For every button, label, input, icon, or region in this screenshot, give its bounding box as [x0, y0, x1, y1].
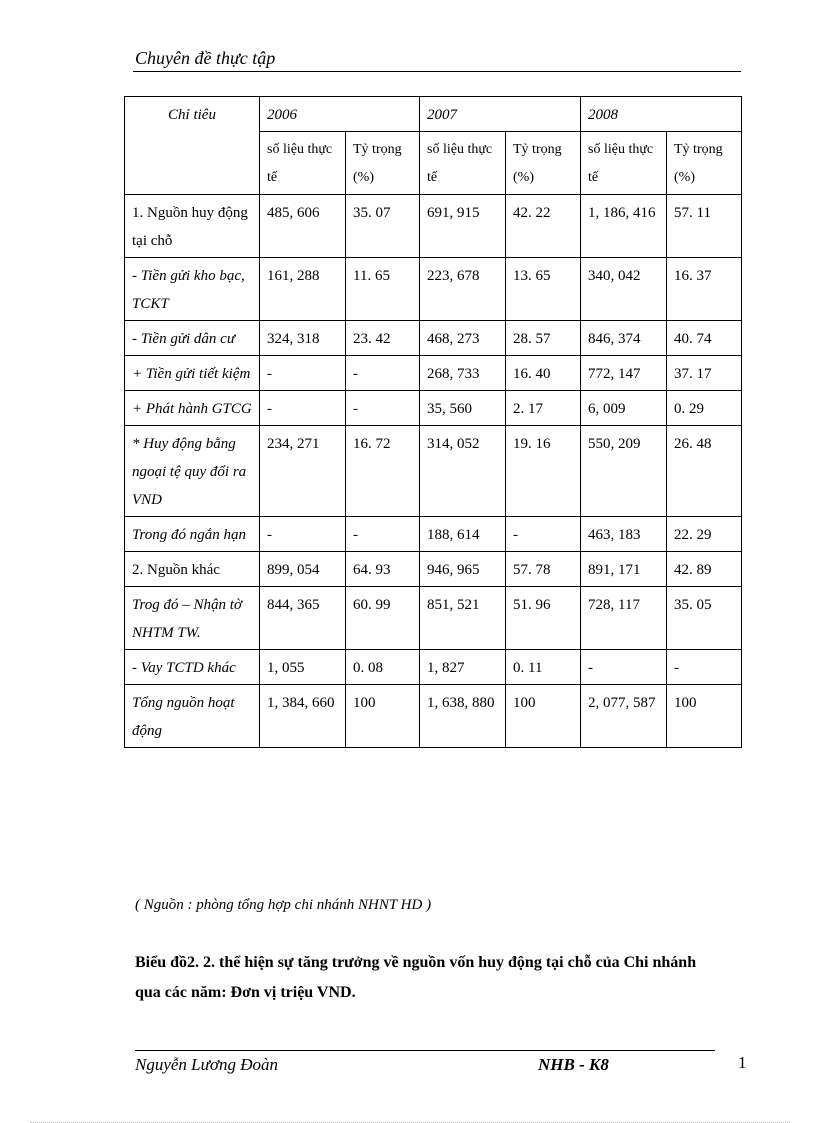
share-value-cell: - [346, 517, 420, 552]
actual-value-cell: - [260, 517, 346, 552]
table-row [125, 321, 742, 356]
actual-value-cell: 1, 827 [420, 650, 506, 685]
row-label: 1. Nguồn huy động tại chỗ [125, 195, 260, 258]
footer-author: Nguyễn Lương Đoàn [135, 1055, 279, 1074]
actual-value-cell: 846, 374 [581, 321, 667, 356]
year-header-2006: 2006 [260, 97, 420, 132]
actual-value-cell: 1, 055 [260, 650, 346, 685]
sub-header-actual-2006: số liệu thực tế [260, 132, 346, 195]
table-row [125, 650, 742, 685]
table-row [125, 685, 742, 748]
actual-value-cell: 691, 915 [420, 195, 506, 258]
row-label: - Tiền gửi dân cư [125, 321, 260, 356]
share-value-cell: 35. 07 [346, 195, 420, 258]
share-value-cell: 42. 22 [506, 195, 581, 258]
share-value-cell: 0. 11 [506, 650, 581, 685]
row-label: Trong đó ngắn hạn [125, 517, 260, 552]
table-row [125, 258, 742, 321]
table-row [125, 587, 742, 650]
table-row [125, 517, 742, 552]
share-value-cell: 11. 65 [346, 258, 420, 321]
actual-value-cell: 1, 638, 880 [420, 685, 506, 748]
footer-divider [135, 1050, 715, 1051]
actual-value-cell: - [260, 356, 346, 391]
actual-value-cell: 234, 271 [260, 426, 346, 517]
actual-value-cell: 223, 678 [420, 258, 506, 321]
actual-value-cell: - [260, 391, 346, 426]
row-label: Trog đó – Nhận tờ NHTM TW. [125, 587, 260, 650]
table-row [125, 552, 742, 587]
share-value-cell: - [346, 391, 420, 426]
sub-header-actual-2007: số liệu thực tế [420, 132, 506, 195]
actual-value-cell: 324, 318 [260, 321, 346, 356]
share-value-cell: 16. 40 [506, 356, 581, 391]
row-label: + Phát hành GTCG [125, 391, 260, 426]
actual-value-cell: 728, 117 [581, 587, 667, 650]
share-value-cell: - [346, 356, 420, 391]
share-value-cell: 64. 93 [346, 552, 420, 587]
row-label: * Huy động bằng ngoại tệ quy đổi ra VND [125, 426, 260, 517]
table-row [125, 356, 742, 391]
header-divider [133, 71, 741, 72]
actual-value-cell: 1, 186, 416 [581, 195, 667, 258]
actual-value-cell: 899, 054 [260, 552, 346, 587]
actual-value-cell: 468, 273 [420, 321, 506, 356]
sub-header-actual-2008: số liệu thực tế [581, 132, 667, 195]
year-header-row [125, 97, 742, 132]
chart-caption: Biểu đồ2. 2. thể hiện sự tăng trưởng về nguồn vốn huy động tại chỗ của Chi nhánh qua các năm: Đơn vị triệu VND. [135, 954, 697, 1001]
share-value-cell: 35. 05 [667, 587, 742, 650]
share-value-cell: 60. 99 [346, 587, 420, 650]
document-header-title: Chuyên đề thực tập [135, 48, 276, 68]
source-note: ( Nguồn : phòng tổng hợp chi nhánh NHNT HD ) [135, 897, 432, 913]
actual-value-cell: 891, 171 [581, 552, 667, 587]
share-value-cell: 2. 17 [506, 391, 581, 426]
actual-value-cell: 463, 183 [581, 517, 667, 552]
share-value-cell: 19. 16 [506, 426, 581, 517]
share-value-cell: 23. 42 [346, 321, 420, 356]
row-label: 2. Nguồn khác [125, 552, 260, 587]
table-row [125, 391, 742, 426]
actual-value-cell: 161, 288 [260, 258, 346, 321]
share-value-cell: 51. 96 [506, 587, 581, 650]
table-row [125, 195, 742, 258]
actual-value-cell: 6, 009 [581, 391, 667, 426]
actual-value-cell: 550, 209 [581, 426, 667, 517]
share-value-cell: 26. 48 [667, 426, 742, 517]
year-header-2007: 2007 [420, 97, 581, 132]
actual-value-cell: 1, 384, 660 [260, 685, 346, 748]
share-value-cell: 0. 08 [346, 650, 420, 685]
actual-value-cell: 485, 606 [260, 195, 346, 258]
share-value-cell: 37. 17 [667, 356, 742, 391]
capital-mobilization-table [124, 96, 742, 748]
share-value-cell: 100 [667, 685, 742, 748]
sub-header-share-2007: Tỷ trọng (%) [506, 132, 581, 195]
row-label: - Vay TCTD khác [125, 650, 260, 685]
share-value-cell: 28. 57 [506, 321, 581, 356]
row-label: - Tiền gửi kho bạc, TCKT [125, 258, 260, 321]
indicator-header: Chỉ tiêu [125, 97, 260, 195]
share-value-cell: 100 [506, 685, 581, 748]
actual-value-cell: 188, 614 [420, 517, 506, 552]
actual-value-cell: - [581, 650, 667, 685]
actual-value-cell: 340, 042 [581, 258, 667, 321]
share-value-cell: 0. 29 [667, 391, 742, 426]
year-header-2008: 2008 [581, 97, 742, 132]
page-number: 1 [738, 1053, 747, 1072]
actual-value-cell: 314, 052 [420, 426, 506, 517]
share-value-cell: - [506, 517, 581, 552]
actual-value-cell: 946, 965 [420, 552, 506, 587]
sub-header-share-2006: Tỷ trọng (%) [346, 132, 420, 195]
actual-value-cell: 844, 365 [260, 587, 346, 650]
share-value-cell: 57. 78 [506, 552, 581, 587]
row-label: Tổng nguồn hoạt động [125, 685, 260, 748]
sub-header-share-2008: Tỷ trọng (%) [667, 132, 742, 195]
share-value-cell: 16. 72 [346, 426, 420, 517]
share-value-cell: 22. 29 [667, 517, 742, 552]
share-value-cell: 42. 89 [667, 552, 742, 587]
actual-value-cell: 851, 521 [420, 587, 506, 650]
share-value-cell: 100 [346, 685, 420, 748]
actual-value-cell: 35, 560 [420, 391, 506, 426]
share-value-cell: 57. 11 [667, 195, 742, 258]
table-row [125, 426, 742, 517]
actual-value-cell: 2, 077, 587 [581, 685, 667, 748]
share-value-cell: 16. 37 [667, 258, 742, 321]
actual-value-cell: 772, 147 [581, 356, 667, 391]
footer-class-code: NHB - K8 [538, 1055, 609, 1074]
share-value-cell: - [667, 650, 742, 685]
share-value-cell: 40. 74 [667, 321, 742, 356]
row-label: + Tiền gửi tiết kiệm [125, 356, 260, 391]
share-value-cell: 13. 65 [506, 258, 581, 321]
actual-value-cell: 268, 733 [420, 356, 506, 391]
